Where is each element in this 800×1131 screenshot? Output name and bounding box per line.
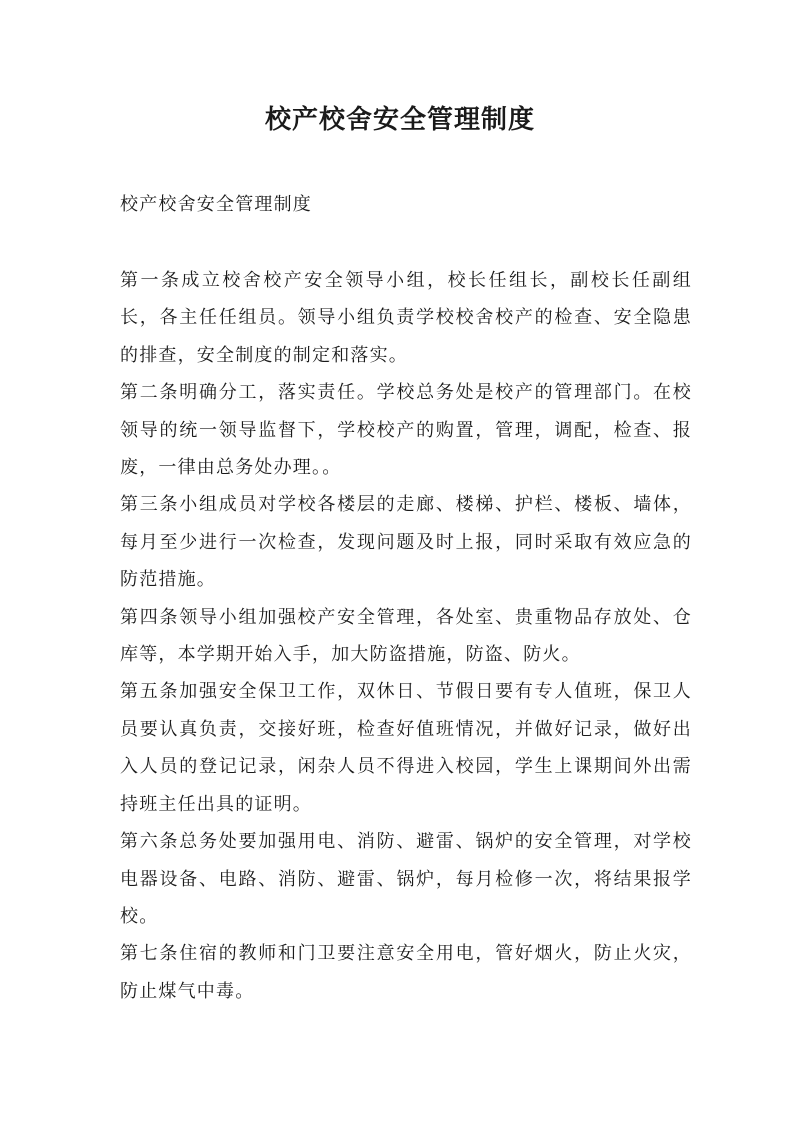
article-paragraph-5: 第五条加强安全保卫工作，双休日、节假日要有专人值班，保卫人员要认真负责，交接好班，检查好值班情况，并做好记录，做好出入人员的登记记录，闲杂人员不得进入校园，学生上课期间外出需持班主任出具的证明。 [120, 681, 692, 815]
document-subtitle: 校产校舍安全管理制度 [120, 194, 312, 215]
article-paragraph-3: 第三条小组成员对学校各楼层的走廊、楼梯、护栏、楼板、墙体，每月至少进行一次检查，发现问题及时上报，同时采取有效应急的防范措施。 [120, 494, 692, 591]
article-paragraph-1: 第一条成立校舍校产安全领导小组，校长任组长，副校长任副组长，各主任任组员。领导小组负责学校校舍校产的检查、安全隐患的排查，安全制度的制定和落实。 [120, 270, 692, 366]
article-paragraph-4: 第四条领导小组加强校产安全管理，各处室、贵重物品存放处、仓库等，本学期开始入手，加大防盗措施，防盗、防火。 [120, 606, 692, 666]
document-title: 校产校舍安全管理制度 [264, 105, 535, 135]
document-body [120, 262, 692, 1010]
article-paragraph-2: 第二条明确分工，落实责任。学校总务处是校产的管理部门。在校领导的统一领导监督下，学校校产的购置，管理，调配，检查、报废，一律由总务处办理。。 [120, 382, 692, 479]
article-paragraph-6: 第六条总务处要加强用电、消防、避雷、锅炉的安全管理，对学校电器设备、电路、消防、避雷、锅炉，每月检修一次，将结果报学校。 [120, 831, 692, 927]
article-paragraph-7: 第七条住宿的教师和门卫要注意安全用电，管好烟火，防止火灾，防止煤气中毒。 [120, 943, 692, 1002]
